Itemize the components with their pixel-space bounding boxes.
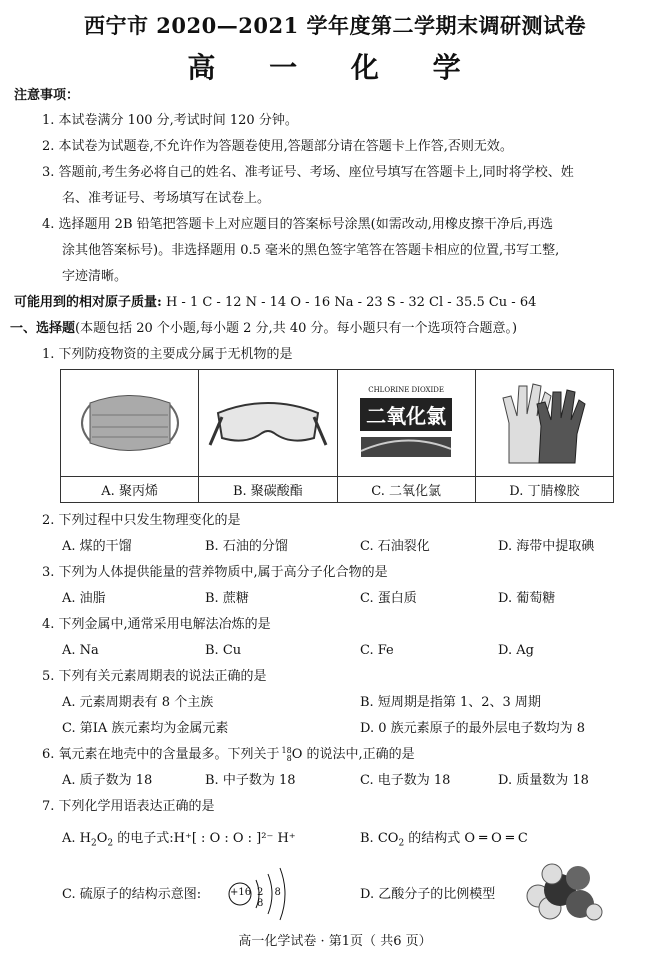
note-4-cont2: 字迹清晰。 [62,269,128,284]
q7-a-sub1: 2 [91,838,97,849]
q7-a-part3: 的电子式: [113,831,174,846]
q6-isotope [282,747,292,763]
box-graphic [356,431,456,461]
q7-a-sub2: 2 [107,838,114,849]
note-3: 3. 答题前,考生务必将自己的姓名、准考证号、考场、座位号填写在答题卡上,同时将学校、姓 [42,165,574,180]
q4-option-b: B. Cu [205,643,242,658]
q7-a-part2: O [96,831,108,846]
sulfur-nucleus: +16 [230,887,252,898]
q6-option-b: B. 中子数为 18 [205,773,296,788]
q3-option-c: C. 蛋白质 [360,591,417,606]
q2-option-d: D. 海带中提取碘 [498,539,595,554]
q7-b-part1: B. CO [360,831,399,846]
q5-option-d: D. 0 族元素原子的最外层电子数均为 8 [360,721,586,736]
q7-b-part2: 的结构式 O ═ O ═ C [404,831,528,846]
q4-option-c: C. Fe [360,643,394,658]
subject-title: 高 一 化 学 [187,51,483,84]
atomic-masses-values: H - 1 C - 12 N - 14 O - 16 Na - 23 S - 32 Cl - 35.5 Cu - 64 [165,295,537,310]
q6-mass-number: 18 [281,745,292,755]
q3-stem: 3. 下列为人体提供能量的营养物质中,属于高分子化合物的是 [42,565,388,580]
note-2: 2. 本试卷为试题卷,不允许作为答题卷使用,答题部分请在答题卡上作答,否则无效。 [42,139,513,154]
notes-heading: 注意事项： [14,88,80,103]
q7-option-b [360,830,528,853]
q1-image-d [475,370,613,477]
q1-option-b: B. 聚碳酸酯 [199,477,337,503]
q6-stem [42,746,415,764]
q2-option-c: C. 石油裂化 [360,539,430,554]
q2-option-a: A. 煤的干馏 [62,539,132,554]
q7-a-part1: A. H [62,831,91,846]
q5-option-b: B. 短周期是指第 1、2、3 周期 [360,695,541,710]
box-small-text: CHLORINE DIOXIDE [368,385,445,394]
box-label: 二氧化氯 [360,398,452,431]
q6-option-d: D. 质量数为 18 [498,773,589,788]
q1-image-table [60,369,614,503]
q1-image-a [61,370,199,477]
q1-image-c [337,370,475,477]
section-1 [10,320,517,338]
q7-option-d: D. 乙酸分子的比例模型 [360,887,496,902]
q4-option-a: A. Na [62,643,99,658]
note-4-cont: 涂其他答案标号)。非选择题用 0.5 毫米的黑色签字笔答在答题卡相应的位置,书写工整, [62,243,560,258]
note-4: 4. 选择题用 2B 铅笔把答题卡上对应题目的答案标号涂黑(如需改动,用橡皮擦干净后,再选 [42,217,553,232]
q5-stem: 5. 下列有关元素周期表的说法正确的是 [42,669,267,684]
q6-atomic-number: 8 [286,753,292,763]
atomic-masses-label: 可能用到的相对原子质量: [14,295,162,310]
q6-option-c: C. 电子数为 18 [360,773,451,788]
q1-option-c: C. 二氧化氯 [337,477,475,503]
page-footer: 高一化学试卷 · 第1页（ 共6 页） [238,934,432,949]
q4-stem: 4. 下列金属中,通常采用电解法冶炼的是 [42,617,271,632]
goggles-image [208,383,328,463]
q1-image-b [199,370,337,477]
note-3-cont: 名、准考证号、考场填写在试卷上。 [62,191,271,206]
q6-option-a: A. 质子数为 18 [62,773,153,788]
mask-image [70,383,190,463]
q6-stem-b: O 的说法中,正确的是 [291,747,415,762]
q1-option-d: D. 丁腈橡胶 [475,477,613,503]
q2-stem: 2. 下列过程中只发生物理变化的是 [42,513,241,528]
q5-option-c: C. 第ⅠA 族元素均为金属元素 [62,721,229,736]
q7-option-c: C. 硫原子的结构示意图: [62,887,202,902]
q7-b-sub: 2 [398,838,405,849]
q7-a-formula: H⁺[ : O : O : ]²⁻ H⁺ [173,831,296,846]
q3-option-b: B. 蔗糖 [205,591,249,606]
sulfur-shells: 2 8 8 [257,887,285,909]
exam-title: 西宁市 2020—2021 学年度第二学期末调研测试卷 [83,13,586,38]
gloves-image [489,378,599,468]
section-1-desc: (本题包括 20 个小题,每小题 2 分,共 40 分。每小题只有一个选项符合题意。) [75,321,518,336]
sulfur-structure-diagram [226,866,296,922]
q5-option-a: A. 元素周期表有 8 个主族 [62,695,214,710]
note-1: 1. 本试卷满分 100 分,考试时间 120 分钟。 [42,113,298,128]
q7-stem: 7. 下列化学用语表达正确的是 [42,799,215,814]
section-1-heading: 一、选择题 [10,321,76,336]
q3-option-d: D. 葡萄糖 [498,591,556,606]
q1-option-a: A. 聚丙烯 [61,477,199,503]
q3-option-a: A. 油脂 [62,591,106,606]
acetic-acid-model-image [520,856,606,926]
atomic-masses [14,294,536,312]
q4-option-d: D. Ag [498,643,534,658]
q2-option-b: B. 石油的分馏 [205,539,288,554]
q1-stem: 1. 下列防疫物资的主要成分属于无机物的是 [42,347,293,362]
q7-option-a [62,830,296,853]
q6-stem-a: 6. 氧元素在地壳中的含量最多。下列关于 [42,747,280,762]
